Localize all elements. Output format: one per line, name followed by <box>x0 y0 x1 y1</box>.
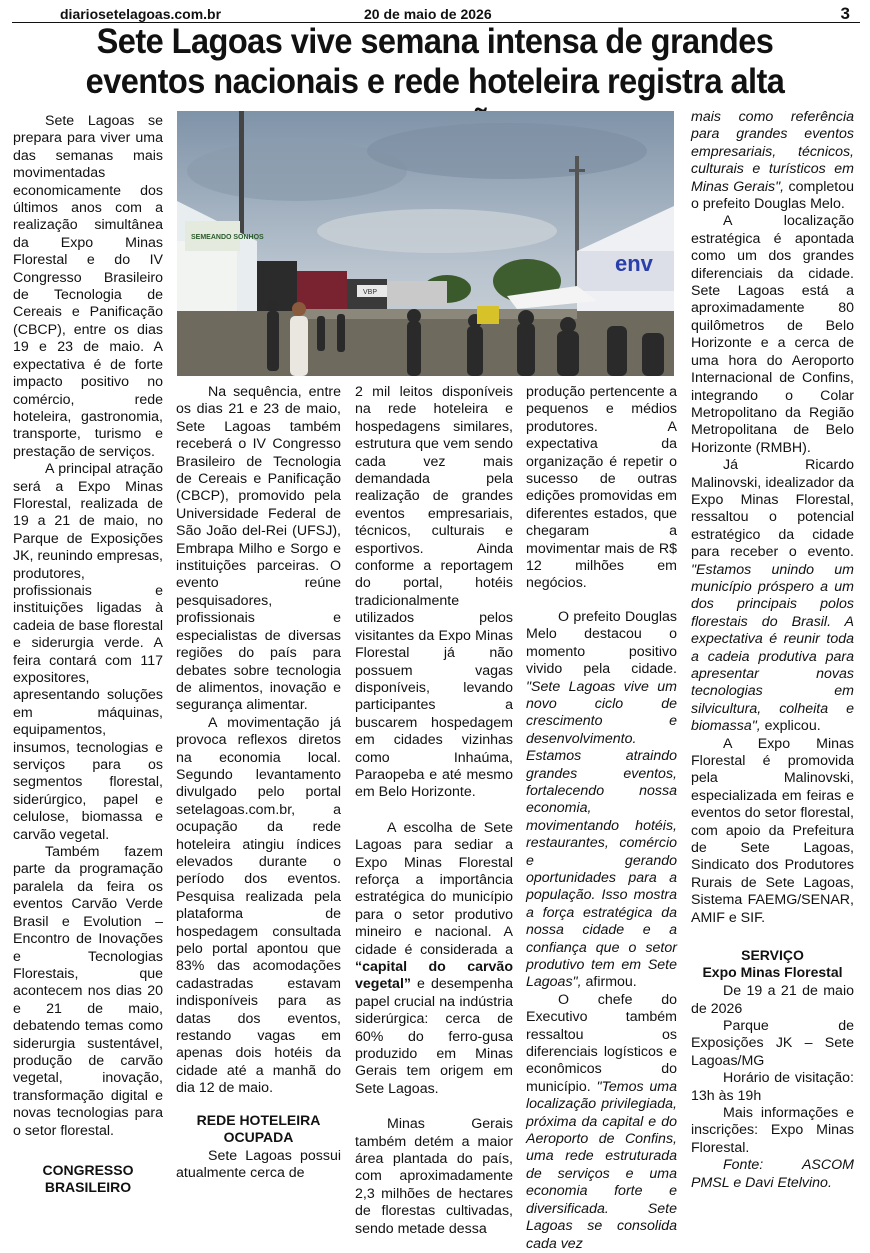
paragraph: Sete Lagoas possui atualmente cerca de <box>176 1147 341 1182</box>
paragraph: A movimentação já provoca reflexos diretos na economia local. Segundo levantamento divulgado pelo portal setelagoas.com.br, a ocupação da rede hoteleira atingiu índices elevados durante o período dos eventos. Pesquisa realizada pela plataforma de hospedagem consultada pelo portal apontou que 83% das acomodações cadastradas estavam indisponíveis para as datas dos eventos, restando vagas em apenas dois hotéis da cidade até a manhã do dia 12 de maio. <box>176 714 341 1097</box>
text-run: e desempenha papel crucial na indústria siderúrgica: cerca de 60% do ferro-gusa produzido em Minas Gerais tem origem em Sete Lagoas. <box>355 976 513 1097</box>
article-headline: Sete Lagoas vive semana intensa de grandes eventos nacionais e rede hoteleira registra alta <box>85 22 785 101</box>
text-run: explicou. <box>764 718 821 735</box>
service-title: SERVIÇO <box>741 947 804 964</box>
paragraph: Na sequência, entre os dias 21 e 23 de maio, Sete Lagoas também receberá o IV Congresso Brasileiro de Tecnologia de Cereais e Panificação (CBCP), promovido pela Universidade Federal de São João del-Rei (UFSJ), Embrapa Milho e Sorgo e instituições parceiras. O evento reúne pesquisadores, profissionais e especialistas de diversas regiões do país para debates sobre tecnologia de alimentos, inovação e segurança alimentar. <box>176 384 341 714</box>
paragraph <box>691 457 854 736</box>
paragraph <box>691 109 854 213</box>
mayor-quote: "Sete Lagoas vive um novo ciclo de crescimento e desenvolvimento. Estamos atraindo grandes eventos, fortalecendo nossa economia, movimentando hotéis, restaurantes, comércio e gerando oportunidades para a população. Isso mostra a força estratégica da nossa cidade e a confiança que o setor produtivo tem em Sete Lagoas", <box>526 678 677 991</box>
text-run: Já Ricardo Malinovski, idealizador da Expo Minas Florestal, ressaltou o potencial estratégico da cidade para receber o evento. <box>691 457 854 561</box>
service-info: Mais informações e inscrições: Expo Minas Florestal. <box>691 1104 854 1156</box>
source-credit: Fonte: ASCOM PMSL e Davi Etelvino. <box>691 1157 854 1191</box>
site-name: diariosetelagoas.com.br <box>60 6 222 22</box>
text-run: A escolha de Sete Lagoas para sediar a Expo Minas Florestal reforça a importância estratégica do município para o setor produtivo mineiro e nacional. A cidade é considerada a <box>355 819 513 958</box>
paragraph <box>526 609 677 992</box>
paragraph: A localização estratégica é apontada como um dos grandes diferenciais da cidade. Sete Lagoas está a aproximadamente 80 quilômetros de Belo Horizonte e a cerca de uma hora do Aeroporto Internacional de Confins, integrando o Colar Metropolitano da Região Metropolitana de Belo Horizonte (RMBH). <box>691 213 854 456</box>
mayor-quote: "Temos uma localização privilegiada, próxima da capital e do Aeroporto de Confins, uma rede estruturada de serviços e uma economia forte e diversificada. Sete Lagoas se consolida cada vez <box>526 1078 677 1252</box>
booth-sign-center: VBP <box>363 289 378 296</box>
text-run: O chefe do Executivo também ressaltou os diferenciais logísticos e econômicos do município. <box>526 991 677 1095</box>
service-hours: Horário de visitação: 13h às 19h <box>691 1070 854 1104</box>
column-1 <box>13 113 163 1198</box>
service-place: Parque de Exposições JK – Sete Lagoas/MG <box>691 1017 854 1069</box>
booth-sign-left: SEMEANDO SONHOS <box>191 234 264 241</box>
service-dates: De 19 a 21 de maio de 2026 <box>691 983 854 1017</box>
subheading-rede-hoteleira: REDE HOTELEIRA OCUPADA <box>196 1111 321 1145</box>
column-2 <box>176 384 341 1182</box>
issue-date: 20 de maio de 2026 <box>364 6 492 22</box>
text-run: completou o prefeito Douglas Melo. <box>691 178 854 213</box>
paragraph <box>355 820 513 1099</box>
text-run: O prefeito Douglas Melo destacou o momento positivo vivido pela cidade. <box>526 608 677 678</box>
paragraph: Também fazem parte da programação paralela da feira os eventos Carvão Verde Brasil e Evolution – Encontro de Inovações e Tecnologias Florestais, que acontecem nos dias 20 e 21 de maio, debatendo temas como siderurgia sustentável, produção de carvão vegetal, inovação, transformação digital e novas tecnologias para o setor florestal. <box>13 844 163 1139</box>
expo-photo-illustration <box>177 111 674 376</box>
paragraph: Minas Gerais também detém a maior área plantada do país, com aproximadamente 2,3 milhões de hectares de florestas cultivadas, sendo metade dessa <box>355 1116 513 1237</box>
page-number: 3 <box>840 4 850 23</box>
column-4 <box>526 384 677 1253</box>
column-5 <box>691 109 854 1192</box>
organizer-quote: "Estamos unindo um município próspero a um dos principais polos florestais do Brasil. A expectativa é reunir toda a cadeia produtiva para apresentar novas tecnologias em silvicultura, colheita e biomassa", <box>691 561 854 735</box>
paragraph: produção pertencente a pequenos e médios produtores. A expectativa da organização é repetir o sucesso de outras edições promovidas em diferentes estados, que chegaram a movimentar mais de R$ 12 milhões em negócios. <box>526 384 677 592</box>
paragraph: A Expo Minas Florestal é promovida pela Malinovski, especializada em feiras e eventos do setor florestal, com apoio da Prefeitura de Sete Lagoas, Sindicato dos Produtores Rurais de Sete Lagoas, Sistema FAEMG/SENAR, AMIF e SIF. <box>691 735 854 926</box>
column-3 <box>355 384 513 1238</box>
service-event: Expo Minas Florestal <box>702 964 843 981</box>
text-run: afirmou. <box>585 974 637 991</box>
paragraph: Sete Lagoas se prepara para viver uma das semanas mais movimentadas economicamente dos últimos anos com a realização simultânea da Expo Minas Florestal e do IV Congresso Brasileiro de Tecnologia de Cereais e Panificação (CBCP), entre os dias 19 e 23 de maio. A expectativa é de forte impacto positivo no comércio, rede hoteleira, gastronomia, transporte, turismo e prestação de serviços. <box>13 113 163 460</box>
event-photo <box>177 111 674 376</box>
paragraph: 2 mil leitos disponíveis na rede hoteleira e hospedagens similares, estrutura que vem sendo cada vez mais demandada pela realização de grandes eventos empresariais, técnicos, culturais e esportivos. Ainda conforme a reportagem do portal, hotéis tradicionalmente utilizados pelos visitantes da Expo Minas Florestal já não possuem vagas disponíveis, levando participantes a buscarem hospedagem em cidades vizinhas como Inhaúma, Paraopeba e até mesmo em Belo Horizonte. <box>355 384 513 801</box>
paragraph <box>526 992 677 1253</box>
masthead <box>12 6 860 23</box>
booth-sign-right: env <box>615 251 653 276</box>
bold-quote: “capital do carvão vegetal” <box>355 959 513 993</box>
subheading-congresso: CONGRESSO BRASILEIRO <box>42 1161 134 1195</box>
mayor-quote: mais como referência para grandes eventos empresariais, técnicos, culturais e turísticos em Minas Gerais", <box>691 109 854 195</box>
paragraph: A principal atração será a Expo Minas Florestal, realizada de 19 a 21 de maio, no Parque de Exposições JK, reunindo empresas, produtores, profissionais e instituições ligadas à cadeia de base florestal e siderurgia verde. A feira contará com 117 expositores, apresentando soluções em máquinas, equipamentos, insumos, tecnologias e serviços para os segmentos florestal, siderúrgico, papel e celulose, biomassa e carvão vegetal. <box>13 461 163 843</box>
